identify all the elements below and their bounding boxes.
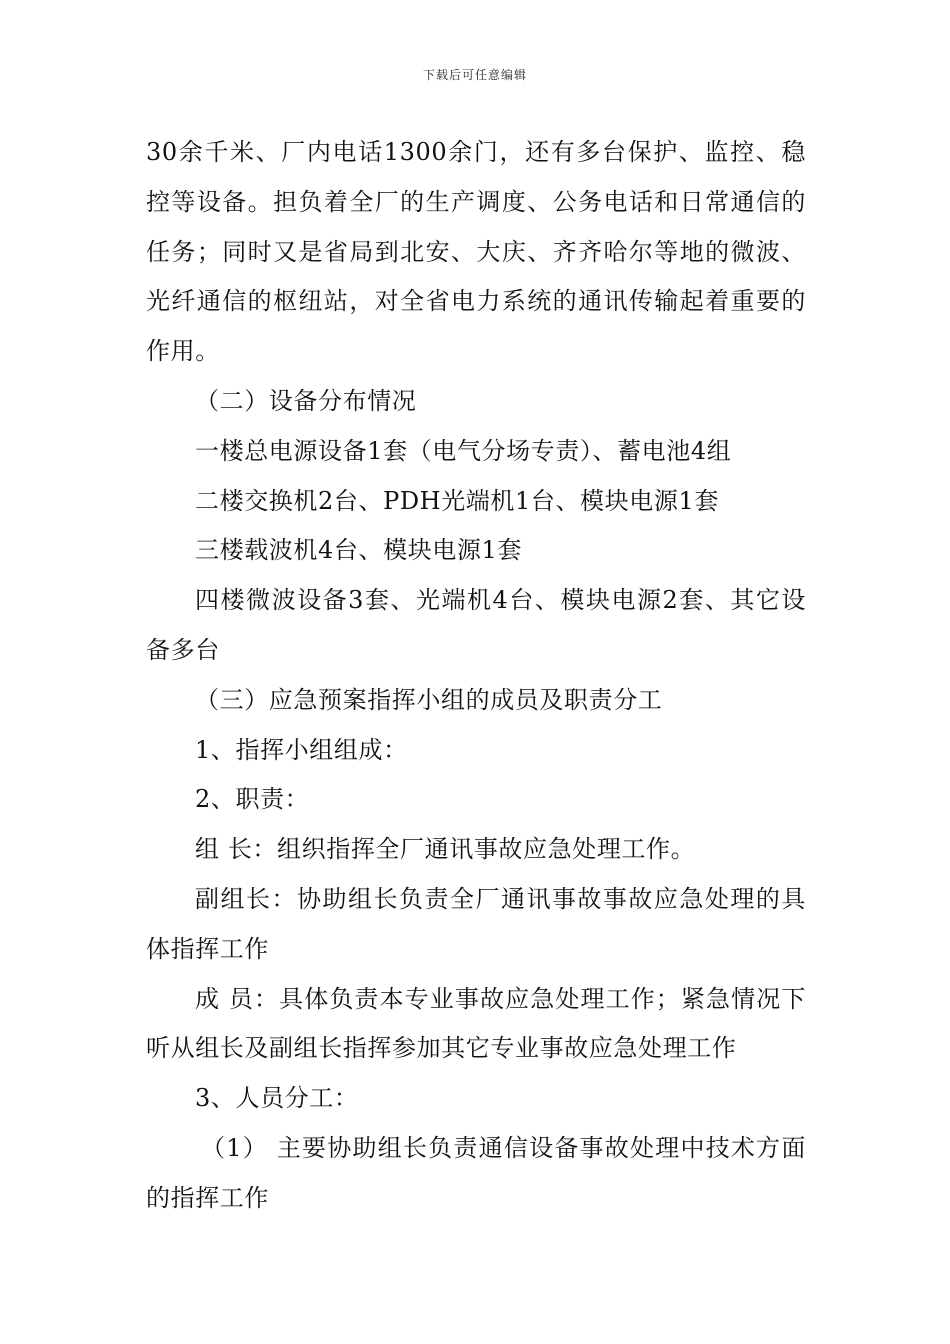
duty-leader: 组 长：组织指挥全厂通讯事故应急处理工作。 — [195, 835, 696, 864]
duty-deputy-leader: 副组长：协助组长负责全厂通讯事故事故应急处理的具体指挥工作 — [146, 884, 806, 963]
document-body — [146, 128, 806, 1224]
paragraph-intro: 30余千米、厂内电话1300余门，还有多台保护、监控、稳控等设备。担负着全厂的生产调度、公务电话和日常通信的任务；同时又是省局到北安、大庆、齐齐哈尔等地的微波、光纤通信的枢纽站，对全省电力系统的通讯传输起着重要的作用。 — [146, 138, 806, 366]
staff-division-item-1: （1） 主要协助组长负责通信设备事故处理中技术方面的指挥工作 — [146, 1133, 806, 1212]
paragraph-floor-3: 三楼载波机4台、模块电源1套 — [195, 536, 522, 565]
item-staff-division: 3、人员分工： — [195, 1084, 359, 1113]
page-header-note: 下载后可任意编辑 — [422, 68, 527, 82]
item-group-composition: 1、指挥小组组成： — [195, 735, 408, 764]
paragraph-floor-4: 四楼微波设备3套、光端机4台、模块电源2套、其它设备多台 — [146, 586, 806, 664]
duty-members: 成 员：具体负责本专业事故应急处理工作；紧急情况下听从组长及副组长指挥参加其它专业事故应急处理工作 — [146, 984, 806, 1063]
section-heading-command-group: （三）应急预案指挥小组的成员及职责分工 — [195, 685, 663, 714]
paragraph-floor-2: 二楼交换机2台、PDH光端机1台、模块电源1套 — [195, 486, 719, 515]
item-duties: 2、职责： — [195, 785, 310, 814]
section-heading-equipment: （二）设备分布情况 — [195, 386, 417, 415]
paragraph-floor-1: 一楼总电源设备1套（电气分场专责）、蓄电池4组 — [195, 436, 732, 465]
